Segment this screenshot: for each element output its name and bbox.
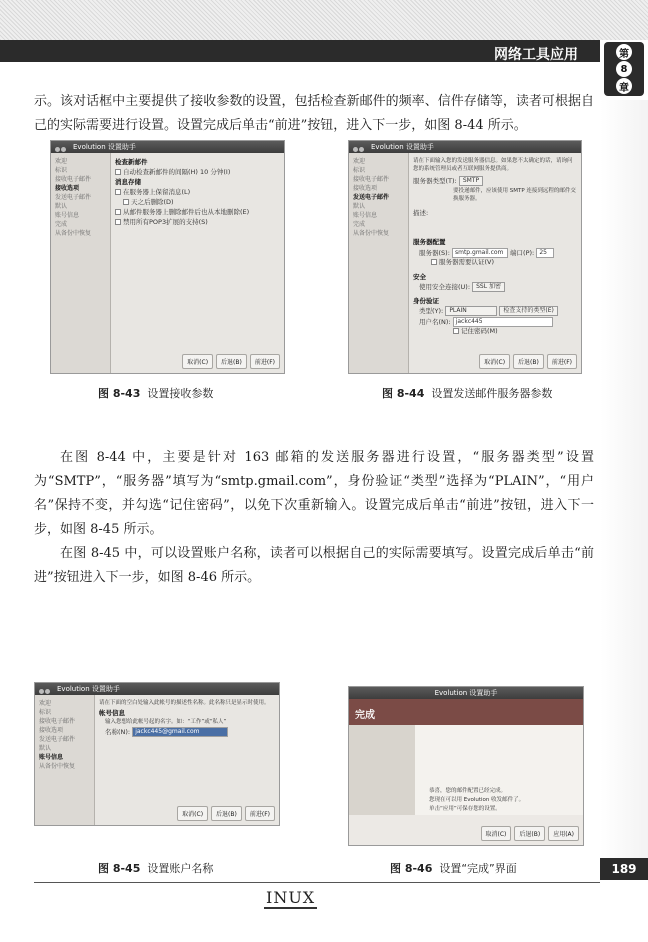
- username-row: 用户名(N): jackc445: [413, 317, 577, 328]
- sidebar-item: 欢迎: [353, 158, 366, 165]
- sidebar-item-active: 发送电子邮件: [353, 194, 390, 201]
- wizard-sidebar: [35, 695, 95, 825]
- sidebar-item: 发送电子邮件: [55, 194, 92, 201]
- sidebar-item: 标识: [55, 167, 68, 174]
- server-input: smtp.gmail.com: [452, 248, 508, 258]
- finish-side-panel: [349, 725, 415, 815]
- sidebar-item: 默认: [353, 203, 366, 210]
- username-input: jackc445: [453, 317, 553, 327]
- section-heading: 身份验证: [413, 296, 439, 305]
- figure-caption: 图 8-44 设置发送邮件服务器参数: [382, 387, 553, 400]
- checkbox-icon: [115, 209, 121, 215]
- sidebar-item: 完成: [353, 221, 366, 228]
- checkbox-icon: [115, 219, 121, 225]
- checkbox-icon: [453, 328, 459, 334]
- checkbox-icon: [123, 199, 129, 205]
- forward-button: 前进(F): [547, 354, 577, 369]
- sidebar-item: 欢迎: [39, 700, 52, 707]
- wizard-sidebar: [51, 153, 111, 373]
- window-title: Evolution 设置助手: [434, 689, 498, 697]
- apply-button: 应用(A): [548, 826, 579, 841]
- cancel-button: 取消(C): [479, 354, 510, 369]
- window-controls-icon: [55, 144, 69, 150]
- hint-text: 输入您想给此帐号起的名字。如：“工作”或“私人”: [105, 719, 227, 725]
- finish-message: 恭喜，您的邮件配置已经完成。 您现在可以用 Evolution 收发邮件了。 单击“应用”可保存您的设置。: [429, 788, 525, 812]
- back-button: 后退(B): [211, 806, 242, 821]
- secure-connection-row: 使用安全连接(U): SSL 加密: [413, 282, 577, 293]
- window-titlebar: [51, 141, 284, 153]
- window-title: Evolution 设置助手: [371, 143, 434, 151]
- sidebar-item: 欢迎: [55, 158, 68, 165]
- paragraph: 示。该对话框中主要提供了接收参数的设置，包括检查新邮件的频率、信件存储等，读者可根据自己的实际需要进行设置。设置完成后单击“前进”按钮，进入下一步，如图 8-44 所示。: [34, 94, 594, 133]
- figure-caption: 图 8-43 设置接收参数: [98, 387, 214, 400]
- figure-8-43-screenshot: [50, 140, 285, 374]
- sidebar-item: 从备份中恢复: [353, 230, 390, 237]
- window-controls-icon: [353, 144, 367, 150]
- forward-button: 前进(F): [245, 806, 275, 821]
- disable-pop3-row: 禁用所有POP3扩展的支持(S): [115, 217, 280, 227]
- figure-caption: 图 8-45 设置账户名称: [98, 862, 214, 875]
- sidebar-item: 完成: [55, 221, 68, 228]
- local-delete-row: 从邮件服务器上删除邮件后也从本地删除(E): [115, 207, 280, 217]
- server-type-select: SMTP: [459, 176, 483, 186]
- window-titlebar: [35, 683, 279, 695]
- window-title: Evolution 设置助手: [57, 685, 120, 693]
- section-heading: 帐号信息: [99, 709, 125, 717]
- window-titlebar: [349, 141, 581, 153]
- cancel-button: 取消(C): [182, 354, 213, 369]
- secure-connection-select: SSL 加密: [472, 282, 505, 292]
- delete-after-row: 天之后删除(D): [115, 197, 280, 207]
- wizard-content: [413, 157, 577, 351]
- figure-caption: 图 8-46 设置“完成”界面: [390, 862, 517, 875]
- page-number: 189: [600, 858, 648, 880]
- chapter-tab-char: 章: [616, 78, 632, 94]
- linux-logo: INUX: [266, 888, 316, 907]
- sidebar-item: 接收电子邮件: [353, 176, 390, 183]
- port-input: 25: [536, 248, 554, 258]
- wizard-sidebar: [349, 153, 409, 373]
- wizard-buttons: [182, 354, 280, 369]
- paragraph: 在图 8-45 中，可以设置账户名称，读者可以根据自己的实际需要填写。设置完成后单击“前进”按钮进入下一步，如图 8-46 所示。: [34, 546, 594, 585]
- cancel-button: 取消(C): [481, 826, 512, 841]
- chapter-tab: [604, 42, 644, 96]
- section-heading: 服务器配置: [413, 238, 446, 246]
- section-heading: 安全: [413, 272, 426, 281]
- intro-text: 请在下面的空白处输入此帐号的描述性名称。此名称只是显示时使用。: [99, 700, 270, 706]
- window-title: Evolution 设置助手: [73, 143, 136, 151]
- chapter-title: 网络工具应用: [494, 47, 578, 63]
- window-titlebar: [349, 687, 583, 699]
- page-edge-shade: [600, 100, 648, 860]
- sidebar-item: 接收选项: [39, 727, 64, 734]
- back-button: 后退(B): [216, 354, 247, 369]
- wizard-content: [115, 157, 280, 351]
- auth-type-select: PLAIN: [445, 306, 497, 316]
- figure-8-44-screenshot: [348, 140, 582, 374]
- auth-required-row: 服务器需要认证(V): [413, 258, 577, 268]
- checkbox-icon: [431, 259, 437, 265]
- finish-heading: 完成: [349, 699, 583, 725]
- sidebar-item: 账号信息: [353, 212, 378, 219]
- figure-8-46-screenshot: [348, 686, 584, 846]
- sidebar-item: 接收电子邮件: [55, 176, 92, 183]
- description-text: 要投递邮件，应该使用 SMTP 连接到远程的邮件交换服务器。: [453, 187, 576, 202]
- keep-on-server-row: 在服务器上保留消息(L): [115, 187, 280, 197]
- footer-rule: [34, 882, 600, 883]
- description-label: 描述:: [413, 208, 429, 217]
- window-controls-icon: [39, 686, 53, 692]
- wizard-buttons: [177, 806, 275, 821]
- checkbox-icon: [115, 169, 121, 175]
- chapter-tab-char: 第: [616, 44, 632, 60]
- remember-password-row: 记住密码(M): [413, 327, 577, 337]
- sidebar-item: 从备份中恢复: [55, 230, 92, 237]
- sidebar-item: 默认: [39, 745, 52, 752]
- server-row: 服务器(S): smtp.gmail.com 端口(P): 25: [413, 248, 577, 259]
- wizard-buttons: [479, 354, 577, 369]
- sidebar-item: 发送电子邮件: [39, 736, 76, 743]
- sidebar-item: 标识: [353, 167, 366, 174]
- back-button: 后退(B): [514, 826, 545, 841]
- auth-type-row: 类型(Y): PLAIN 检查支持的类型(E): [413, 306, 577, 317]
- sidebar-item-active: 账号信息: [39, 754, 64, 761]
- forward-button: 前进(F): [250, 354, 280, 369]
- server-type-row: 服务器类型(T): SMTP: [413, 176, 577, 187]
- intro-text: 请在下面输入您的发送服务器信息。如果您不太确定的话，请询问您的系统管理员或者互联网服务提供商。: [413, 158, 573, 172]
- check-types-button: 检查支持的类型(E): [499, 306, 557, 316]
- section-heading: 检查新邮件: [115, 158, 148, 166]
- sidebar-item: 从备份中恢复: [39, 763, 76, 770]
- section-heading: 消息存储: [115, 178, 141, 186]
- figure-8-45-screenshot: [34, 682, 280, 826]
- checkbox-icon: [115, 189, 121, 195]
- account-name-input: jackc445@gmail.com: [132, 727, 228, 737]
- back-button: 后退(B): [513, 354, 544, 369]
- chapter-tab-number: 8: [616, 61, 632, 77]
- sidebar-item: 账号信息: [55, 212, 80, 219]
- sidebar-item: 接收选项: [353, 185, 378, 192]
- sidebar-item-active: 接收选项: [55, 185, 80, 192]
- cancel-button: 取消(C): [177, 806, 208, 821]
- check-interval-row: 自动检查新邮件的间隔(H) 10 分钟(I): [115, 167, 280, 177]
- sidebar-item: 接收电子邮件: [39, 718, 76, 725]
- sidebar-item: 默认: [55, 203, 68, 210]
- wizard-buttons: [481, 826, 579, 841]
- account-name-row: 名称(N): jackc445@gmail.com: [99, 727, 275, 737]
- paragraph: 在图 8-44 中，主要是针对 163 邮箱的发送服务器进行设置，“服务器类型”设置为“SMTP”，“服务器”填写为“smtp.gmail.com”，身份验证“类型”选择为“PLAIN”，“用户名”保持不变，并勾选“记住密码”，以免下次重新输入。设置完成后单击“前进”按钮，进入下一步，如图 8-45 所示。: [34, 450, 594, 537]
- sidebar-item: 标识: [39, 709, 52, 716]
- wizard-content: [99, 699, 275, 803]
- header-texture: [0, 0, 648, 40]
